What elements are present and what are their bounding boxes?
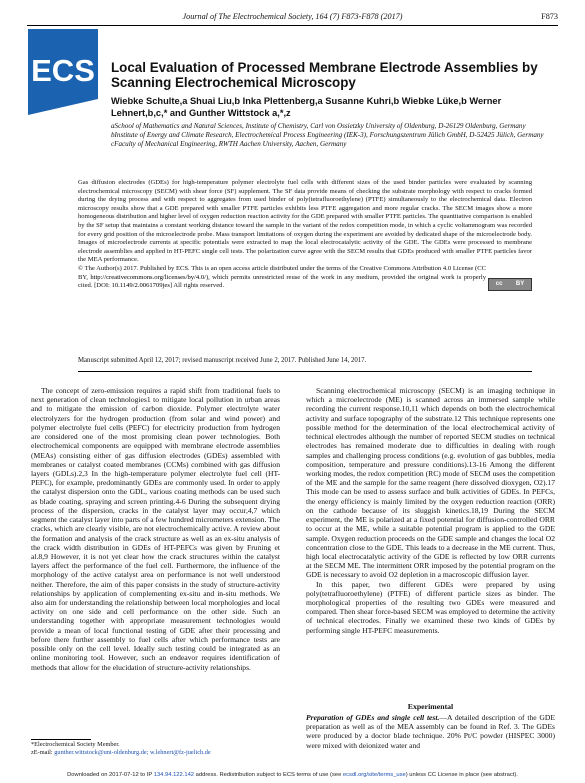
manuscript-dates: Manuscript submitted April 12, 2017; revised manuscript received June 2, 2017. Published June 14, 2017. bbox=[78, 357, 367, 364]
manuscript-divider bbox=[78, 371, 532, 372]
download-notice bbox=[0, 772, 585, 778]
affiliations bbox=[111, 122, 551, 149]
left-column bbox=[31, 386, 280, 672]
journal-header: Journal of The Electrochemical Society, 164 (7) F873-F878 (2017) bbox=[182, 12, 403, 21]
intro-paragraph-1: The concept of zero-emission requires a rapid shift from traditional fuels to next generation of clean technologies1 to mitigate local pollution in urban areas and to mitigate the emission of carbon dioxide. Polymer electrolyte water electrolyzers for the hydrogen production (from solar and wind power) and polymer electrolyte fuel cells (PEFC) for electricity production from hydrogen are considered one of the most promising clean power technologies. Both electrochemical components are equipped with membrane electrode assemblies (MEAs) consisting either of gas diffusion electrodes (GDEs) assembled with membranes or catalyst coated membranes (CCMs) combined with gas diffusion layers (GDLs).2,3 In the high-temperature polymer electrolyte fuel cell (HT-PEFC), for example, predominantly GDEs are commonly used. In order to apply the catalyst dispersion onto the GDL, various coating methods can be used such as blade coating, spraying and screen printing.4-6 During the subsequent drying process of the dispersion, cracks in the catalyst layer may occur,4,7 which segment the catalyst layer into parts of a few hundred micrometers extension. The cracks, which are clearly visible, are not electrochemically active. A review about the formation and analysis of the crack structure as well as an ex-situ analysis of the crack width distribution in GDEs of HT-PEFCs was given by Fruning et al.8,9 However, it is not yet clear how the crack structures within the catalyst layers affect the performance of the fuel cell. Furthermore, the influence of the morphology of the active catalyst area on performance is not well understood neither. Therefore, the aim of this paper consists in the study of structure-activity relationships by application of complementing ex-situ and in-situ methods. We also aim for understanding the relationship between local morphologies and local activity on one side and cell performance on the other side. Such an understanding together with appropriate measurement technologies would provide a mean of local functional testing of GDE after their processing and before there further assembly to fuel cells after which performance tests are possible only on the cell level. Ideally such testing could be integrated as an online monitoring tool. However, such an endeavor requires identification of methods that allow for the elucidation of structure-activity relationships. bbox=[31, 386, 280, 672]
license-copyright: © The Author(s) 2017. Published by ECS. This is an open access article distributed under the terms of the Creative Commons Attribution 4.0 License (CC BY, bbox=[78, 264, 486, 281]
page-number: F873 bbox=[541, 12, 558, 21]
cc-by-badge[interactable] bbox=[488, 278, 532, 291]
license-statement bbox=[78, 265, 532, 291]
intro-paragraph-2: Scanning electrochemical microscopy (SECM) is an imaging technique in which a microelectrode (ME) is scanned across an immersed sample while recording the current response.10,11 which depends on both the electrochemical activity and surface topography of the substrate.12 This technique represents one possible method for the determination of the local electrochemical activity of technical electrodes although the number of reported SECM studies on technical electrodes has remained moderate due to difficulties in dealing with rough samples and challenging process conditions (e.g. evolution of gas bubbles, media composition, temperature and pressure conditions).13-16 Among the different working modes, the redox competition (RC) mode of SECM uses the competition of the ME and the sample for the same reagent (here dissolved dioxygen, O2).17 This mode can be used to assess surface and bulk activities of GDEs. In PEFCs, the energy efficiency is mainly limited by the oxygen reduction reaction (ORR) on the cathode because of its sluggish kinetics.18,19 During the SECM experiment, the ME is polarized at a fixed potential for diffusion-controlled ORR to occur at the ME, while a suitable potential program is applied to the GDE sample. Oxygen reduction proceeds on the GDE sample and changes the local O2 concentration close to the GDE. This leads to a decrease in the ME current. Thus, high local electrocatalytic activity of the GDE is reflected by low ORR currents at the SECM ME. The intermittent ORR imposed by the potential program on the GDE is necessary to avoid O2 depletion in a macroscopic diffusion layer. bbox=[306, 386, 555, 580]
footnote-member: *Electrochemical Society Member. bbox=[31, 741, 120, 748]
author-list: Wiebke Schulte,a Shuai Liu,b Inka Plettenberg,a Susanne Kuhri,b Wiebke Lüke,b Werner Lehnert,b,c,* and Gunther Wittstock a,*,z bbox=[111, 96, 502, 118]
right-column bbox=[306, 386, 555, 635]
affiliation-c: cFaculty of Mechanical Engineering, RWTH Aachen University, Aachen, Germany bbox=[111, 140, 347, 148]
ecs-logo bbox=[28, 29, 98, 115]
email-prefix: zE-mail: bbox=[31, 749, 53, 756]
ip-address: 134.94.122.142 bbox=[153, 772, 195, 778]
footnotes bbox=[31, 741, 280, 757]
experimental-text: —A detailed description of the GDE preparation as well as of the MEA assembly can be found in Ref. 3. The GDEs were produced by a doctor blade technique. 20% Pt/C powder (HISPEC 3000) were mixed with deionized water and bbox=[306, 713, 556, 750]
license-end: ] All rights reserved. bbox=[169, 282, 225, 290]
abstract-block bbox=[78, 179, 532, 291]
download-mid: address. Redistribution subject to ECS terms of use (see bbox=[195, 772, 342, 778]
footnote-divider bbox=[31, 739, 91, 740]
download-pre: Downloaded on 2017-07-12 to IP bbox=[67, 772, 153, 778]
experimental-paragraph bbox=[306, 713, 555, 750]
license-rest: ), which permits unrestricted reuse of the work in any medium, provided the original work is properly cited. [DOI: bbox=[78, 273, 486, 290]
terms-link[interactable]: ecsdl.org/site/terms_use bbox=[342, 772, 406, 778]
cc-icon: cc bbox=[495, 280, 503, 287]
article-title: Local Evaluation of Processed Membrane Electrode Assemblies by Scanning Electrochemical Microscopy bbox=[111, 60, 538, 90]
footnote-email bbox=[31, 749, 280, 757]
intro-paragraph-3: In this paper, two different GDEs were prepared by using poly(tetrafluoroethylene) (PTFE) of different particle sizes as binder. The morphological properties of the resulting two GDEs were measured and compared. Then shear force-based SECM was employed to determine the activity of technical electrodes. Finally we examined these two kinds of GDEs by performing single HT-PEFC measurements. bbox=[306, 579, 555, 635]
by-icon: BY bbox=[515, 280, 525, 287]
license-link[interactable]: http://creativecommons.org/licenses/by/4.0/ bbox=[90, 273, 206, 281]
download-post: ) unless CC License in place (see abstract). bbox=[405, 772, 518, 778]
doi-link[interactable]: 10.1149/2.0061709jes bbox=[111, 282, 170, 290]
affiliation-a: aSchool of Mathematics and Natural Sciences, Institute of Chemistry, Carl von Ossietzky University of Oldenburg, D-26129 Oldenburg, Germany bbox=[111, 122, 526, 130]
logo-text: ECS bbox=[31, 53, 95, 88]
section-heading-experimental: Experimental bbox=[407, 702, 454, 711]
email-link[interactable]: gunther.wittstock@uni-oldenburg.de; w.lehnert@fz-juelich.de bbox=[54, 749, 211, 756]
header-divider bbox=[27, 25, 558, 26]
affiliation-b: bInstitute of Energy and Climate Research, Electrochemical Process Engineering (IEK-3), Forschungszentrum Jülich GmbH, D-52425 Jülich, Germany bbox=[111, 131, 544, 139]
abstract-text: Gas diffusion electrodes (GDEs) for high-temperature polymer electrolyte fuel cells with different sizes of the used binder particles were evaluated by scanning electrochemical microscopy (SECM) with shear force (SF) supplement. The SF data provide means of checking the substrate morphology with respect to cracks formed during the drying process and with respect to aggregates from used binder of poly(tetrafluoroethylene) (PTFE) simultaneously to the electrochemical data. Electron microscopy results show that a GDE prepared with smaller PTFE particles exhibits less PTFE aggregation and more regular cracks. The SECM images show a more homogeneous distribution and higher level of oxygen reduction reaction activity for the GDE prepared with smaller PTFE particles. The quantitative comparison is enabled by the SF setup that maintains a constant working distance toward the sample in the variant of the redox competition mode, in which a cyclic voltammogram was recorded for every grid position of the microelectrode probe. Mass transport limitations of oxygen during the experiment are avoided by dedicated shape of the microelectrode body. Images of microelectrode currents at specific potentials were extracted to map the local electrocatalytic activity of the GDE. The GDEs were processed to membrane electrode assemblies and applied in HT-PEFC single cell tests. The polarization curve agree with the SECM results that GDEs produced with smaller PTFE particles favor the MEA performance. bbox=[78, 179, 532, 264]
run-in-heading: Preparation of GDEs and single cell test. bbox=[306, 713, 440, 722]
